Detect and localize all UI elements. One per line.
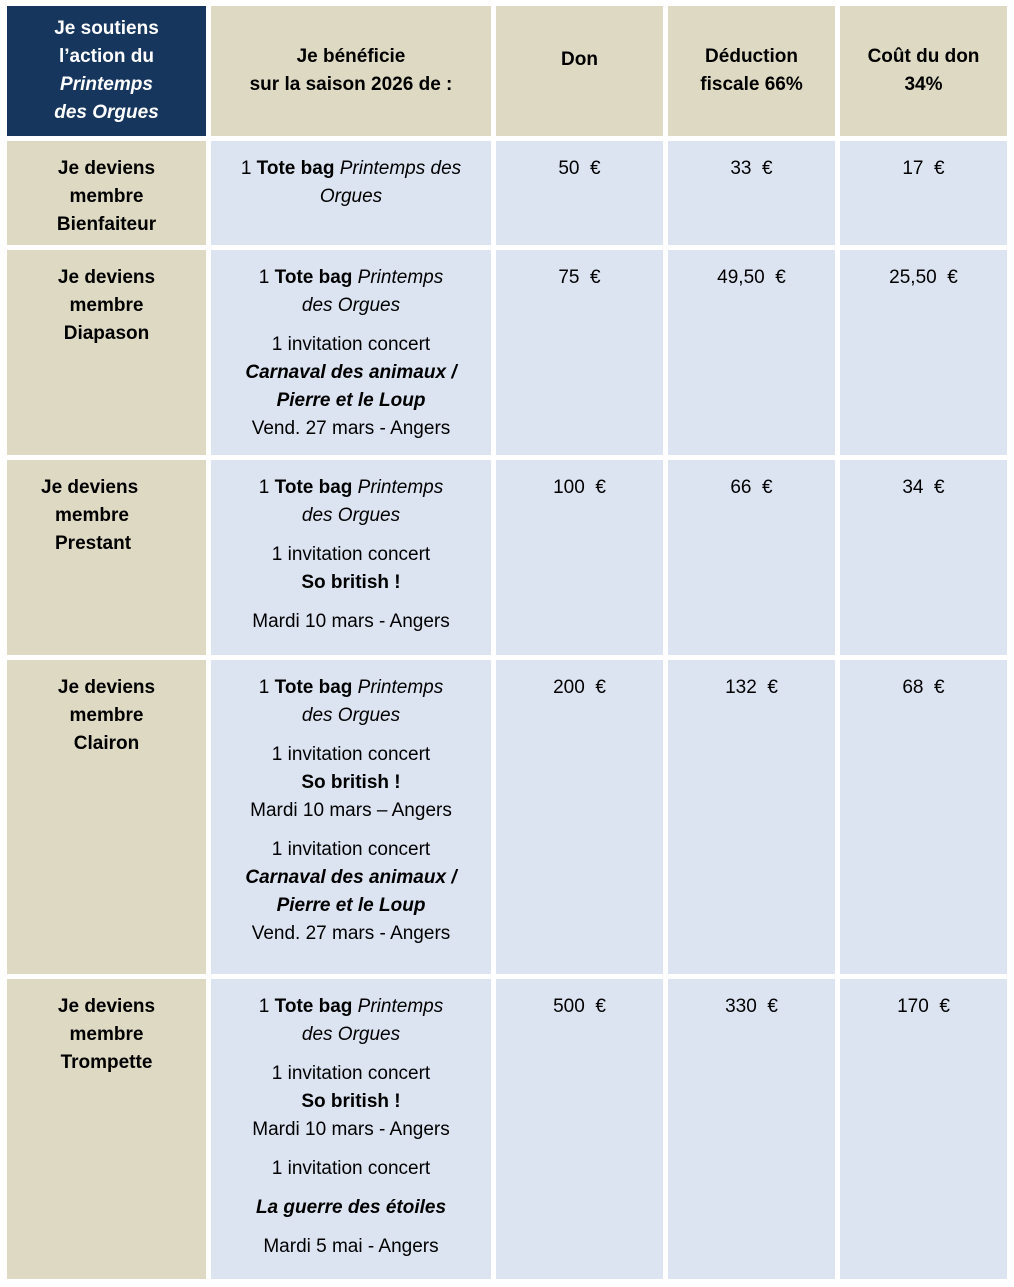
row-deduction-bienfaiteur: 33 € <box>668 141 835 245</box>
row-don-bienfaiteur: 50 € <box>496 141 663 245</box>
row-label-trompette: Je deviens membre Trompette <box>7 979 206 1279</box>
row-label-prestant: Je deviens membre Prestant <box>7 460 206 655</box>
header-col-support: Je soutiens l’action du Printemps des Orgues <box>7 6 206 136</box>
row-don-trompette: 500 € <box>496 979 663 1279</box>
row-deduction-diapason: 49,50 € <box>668 250 835 455</box>
row-cout-bienfaiteur: 17 € <box>840 141 1007 245</box>
row-don-diapason: 75 € <box>496 250 663 455</box>
header-col-don: Don <box>496 6 663 136</box>
header-col-benefits: Je bénéficie sur la saison 2026 de : <box>211 6 491 136</box>
row-benefits-trompette: 1 Tote bag Printemps des Orgues 1 invitation concert So british ! Mardi 10 mars - Angers 1 invitation concert La guerre des étoiles Mardi 5 mai - Angers <box>211 979 491 1279</box>
row-cout-prestant: 34 € <box>840 460 1007 655</box>
row-don-prestant: 100 € <box>496 460 663 655</box>
row-deduction-prestant: 66 € <box>668 460 835 655</box>
row-benefits-bienfaiteur: 1 Tote bag Printemps des Orgues <box>211 141 491 245</box>
row-benefits-diapason: 1 Tote bag Printemps des Orgues 1 invitation concert Carnaval des animaux / Pierre et le Loup Vend. 27 mars - Angers <box>211 250 491 455</box>
row-label-diapason: Je deviens membre Diapason <box>7 250 206 455</box>
row-label-bienfaiteur: Je deviens membre Bienfaiteur <box>7 141 206 245</box>
header-col-deduction: Déduction fiscale 66% <box>668 6 835 136</box>
row-cout-clairon: 68 € <box>840 660 1007 974</box>
row-deduction-trompette: 330 € <box>668 979 835 1279</box>
row-cout-trompette: 170 € <box>840 979 1007 1279</box>
row-benefits-prestant: 1 Tote bag Printemps des Orgues 1 invitation concert So british ! Mardi 10 mars - Angers <box>211 460 491 655</box>
row-don-clairon: 200 € <box>496 660 663 974</box>
row-label-clairon: Je deviens membre Clairon <box>7 660 206 974</box>
header-col-cout: Coût du don 34% <box>840 6 1007 136</box>
row-cout-diapason: 25,50 € <box>840 250 1007 455</box>
row-benefits-clairon: 1 Tote bag Printemps des Orgues 1 invitation concert So british ! Mardi 10 mars – Angers 1 invitation concert Carnaval des animaux / Pierre et le Loup Vend. 27 mars - Angers <box>211 660 491 974</box>
row-deduction-clairon: 132 € <box>668 660 835 974</box>
